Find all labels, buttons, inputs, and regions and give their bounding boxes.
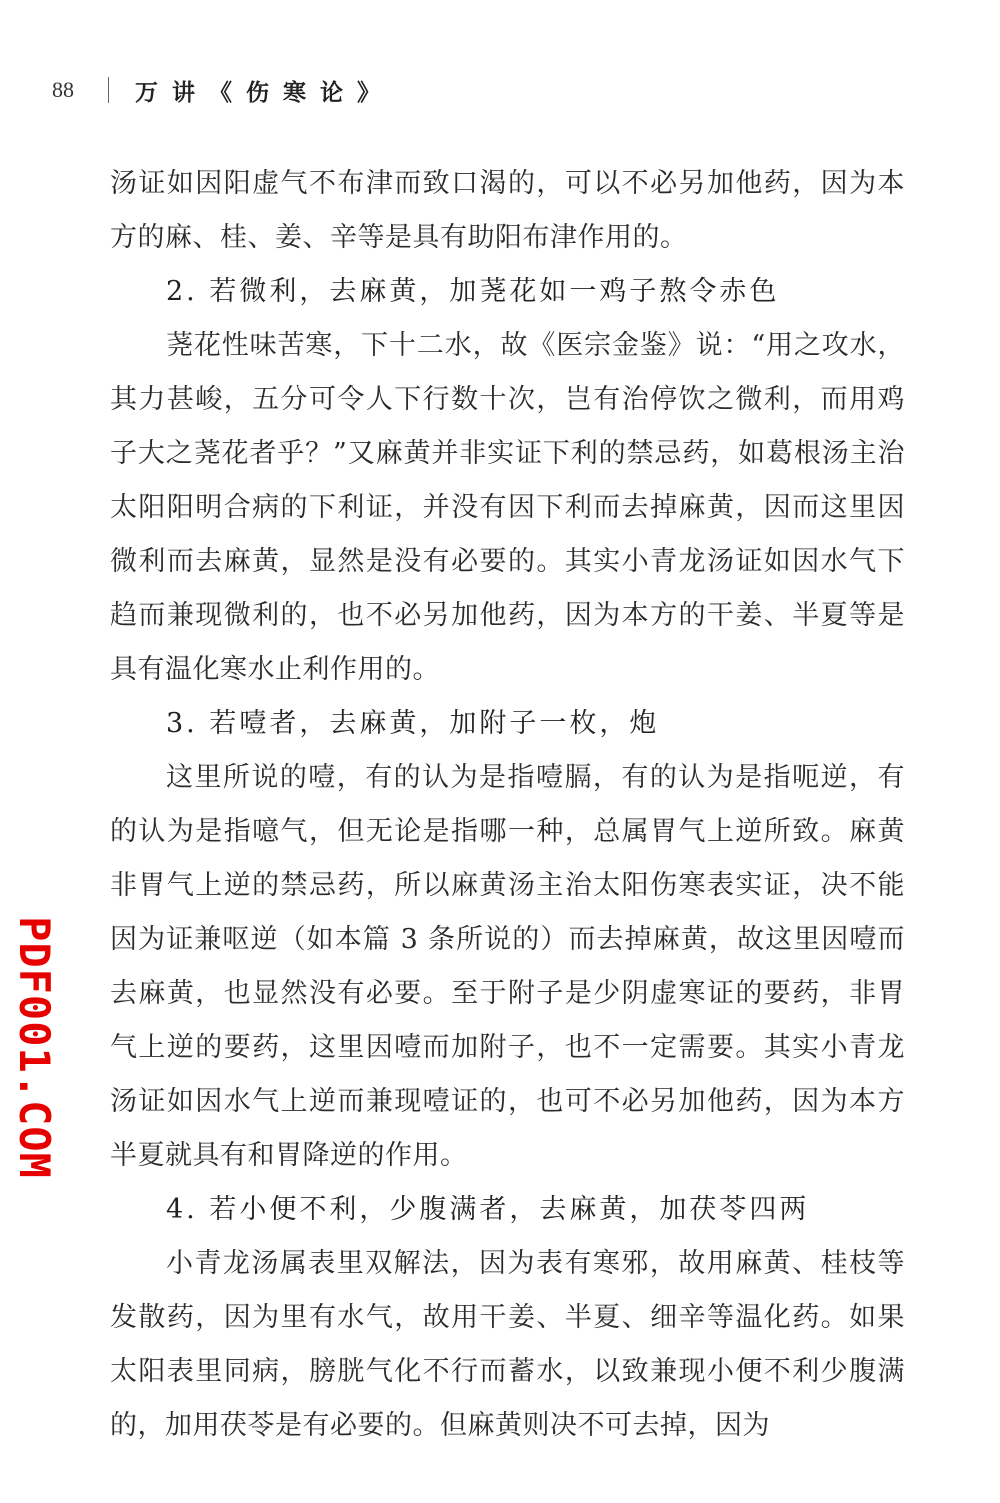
- watermark-text: PDF001.COM: [9, 916, 59, 1179]
- paragraph-continuation: 汤证如因阳虚气不布津而致口渴的，可以不必另加他药，因为本方的麻、桂、姜、辛等是具有助阳布津作用的。: [110, 168, 905, 253]
- header-divider: [108, 77, 109, 103]
- paragraph-section-4: 小青龙汤属表里双解法，因为表有寒邪，故用麻黄、桂枝等发散药，因为里有水气，故用干姜、半夏、细辛等温化药。如果太阳表里同病，膀胱气化不行而蓄水，以致兼现小便不利少腹满的，加用茯苓是有必要的。但麻黄则决不可去掉，因为: [110, 1248, 905, 1441]
- paragraph-section-2: 荛花性味苦寒，下十二水，故《医宗金鉴》说：“用之攻水，其力甚峻，五分可令人下行数十次，岂有治停饮之微利，而用鸡子大之荛花者乎？”又麻黄并非实证下利的禁忌药，如葛根汤主治太阳阳明合病的下利证，并没有因下利而去掉麻黄，因而这里因微利而去麻黄，显然是没有必要的。其实小青龙汤证如因水气下趋而兼现微利的，也不必另加他药，因为本方的干姜、半夏等是具有温化寒水止利作用的。: [110, 330, 905, 685]
- book-title: 万讲《伤寒论》: [135, 79, 394, 106]
- section-heading-2: 2. 若微利，去麻黄，加荛花如一鸡子熬令赤色: [166, 276, 780, 307]
- section-heading-4: 4. 若小便不利，少腹满者，去麻黄，加茯苓四两: [166, 1194, 810, 1225]
- watermark: [9, 916, 59, 1179]
- page-number: 88: [52, 77, 74, 102]
- section-heading-3: 3. 若噎者，去麻黄，加附子一枚，炮: [166, 708, 660, 739]
- running-header: [52, 70, 394, 110]
- page-body: [110, 157, 905, 1453]
- paragraph-section-3: 这里所说的噎，有的认为是指噎膈，有的认为是指呃逆，有的认为是指噫气，但无论是指哪一种，总属胃气上逆所致。麻黄非胃气上逆的禁忌药，所以麻黄汤主治太阳伤寒表实证，决不能因为证兼呕逆（如本篇 3 条所说的）而去掉麻黄，故这里因噎而去麻黄，也显然没有必要。至于附子是少阴虚寒证的要药，非胃气上逆的要药，这里因噎而加附子，也不一定需要。其实小青龙汤证如因水气上逆而兼现噎证的，也可不必另加他药，因为本方半夏就具有和胃降逆的作用。: [110, 762, 905, 1171]
